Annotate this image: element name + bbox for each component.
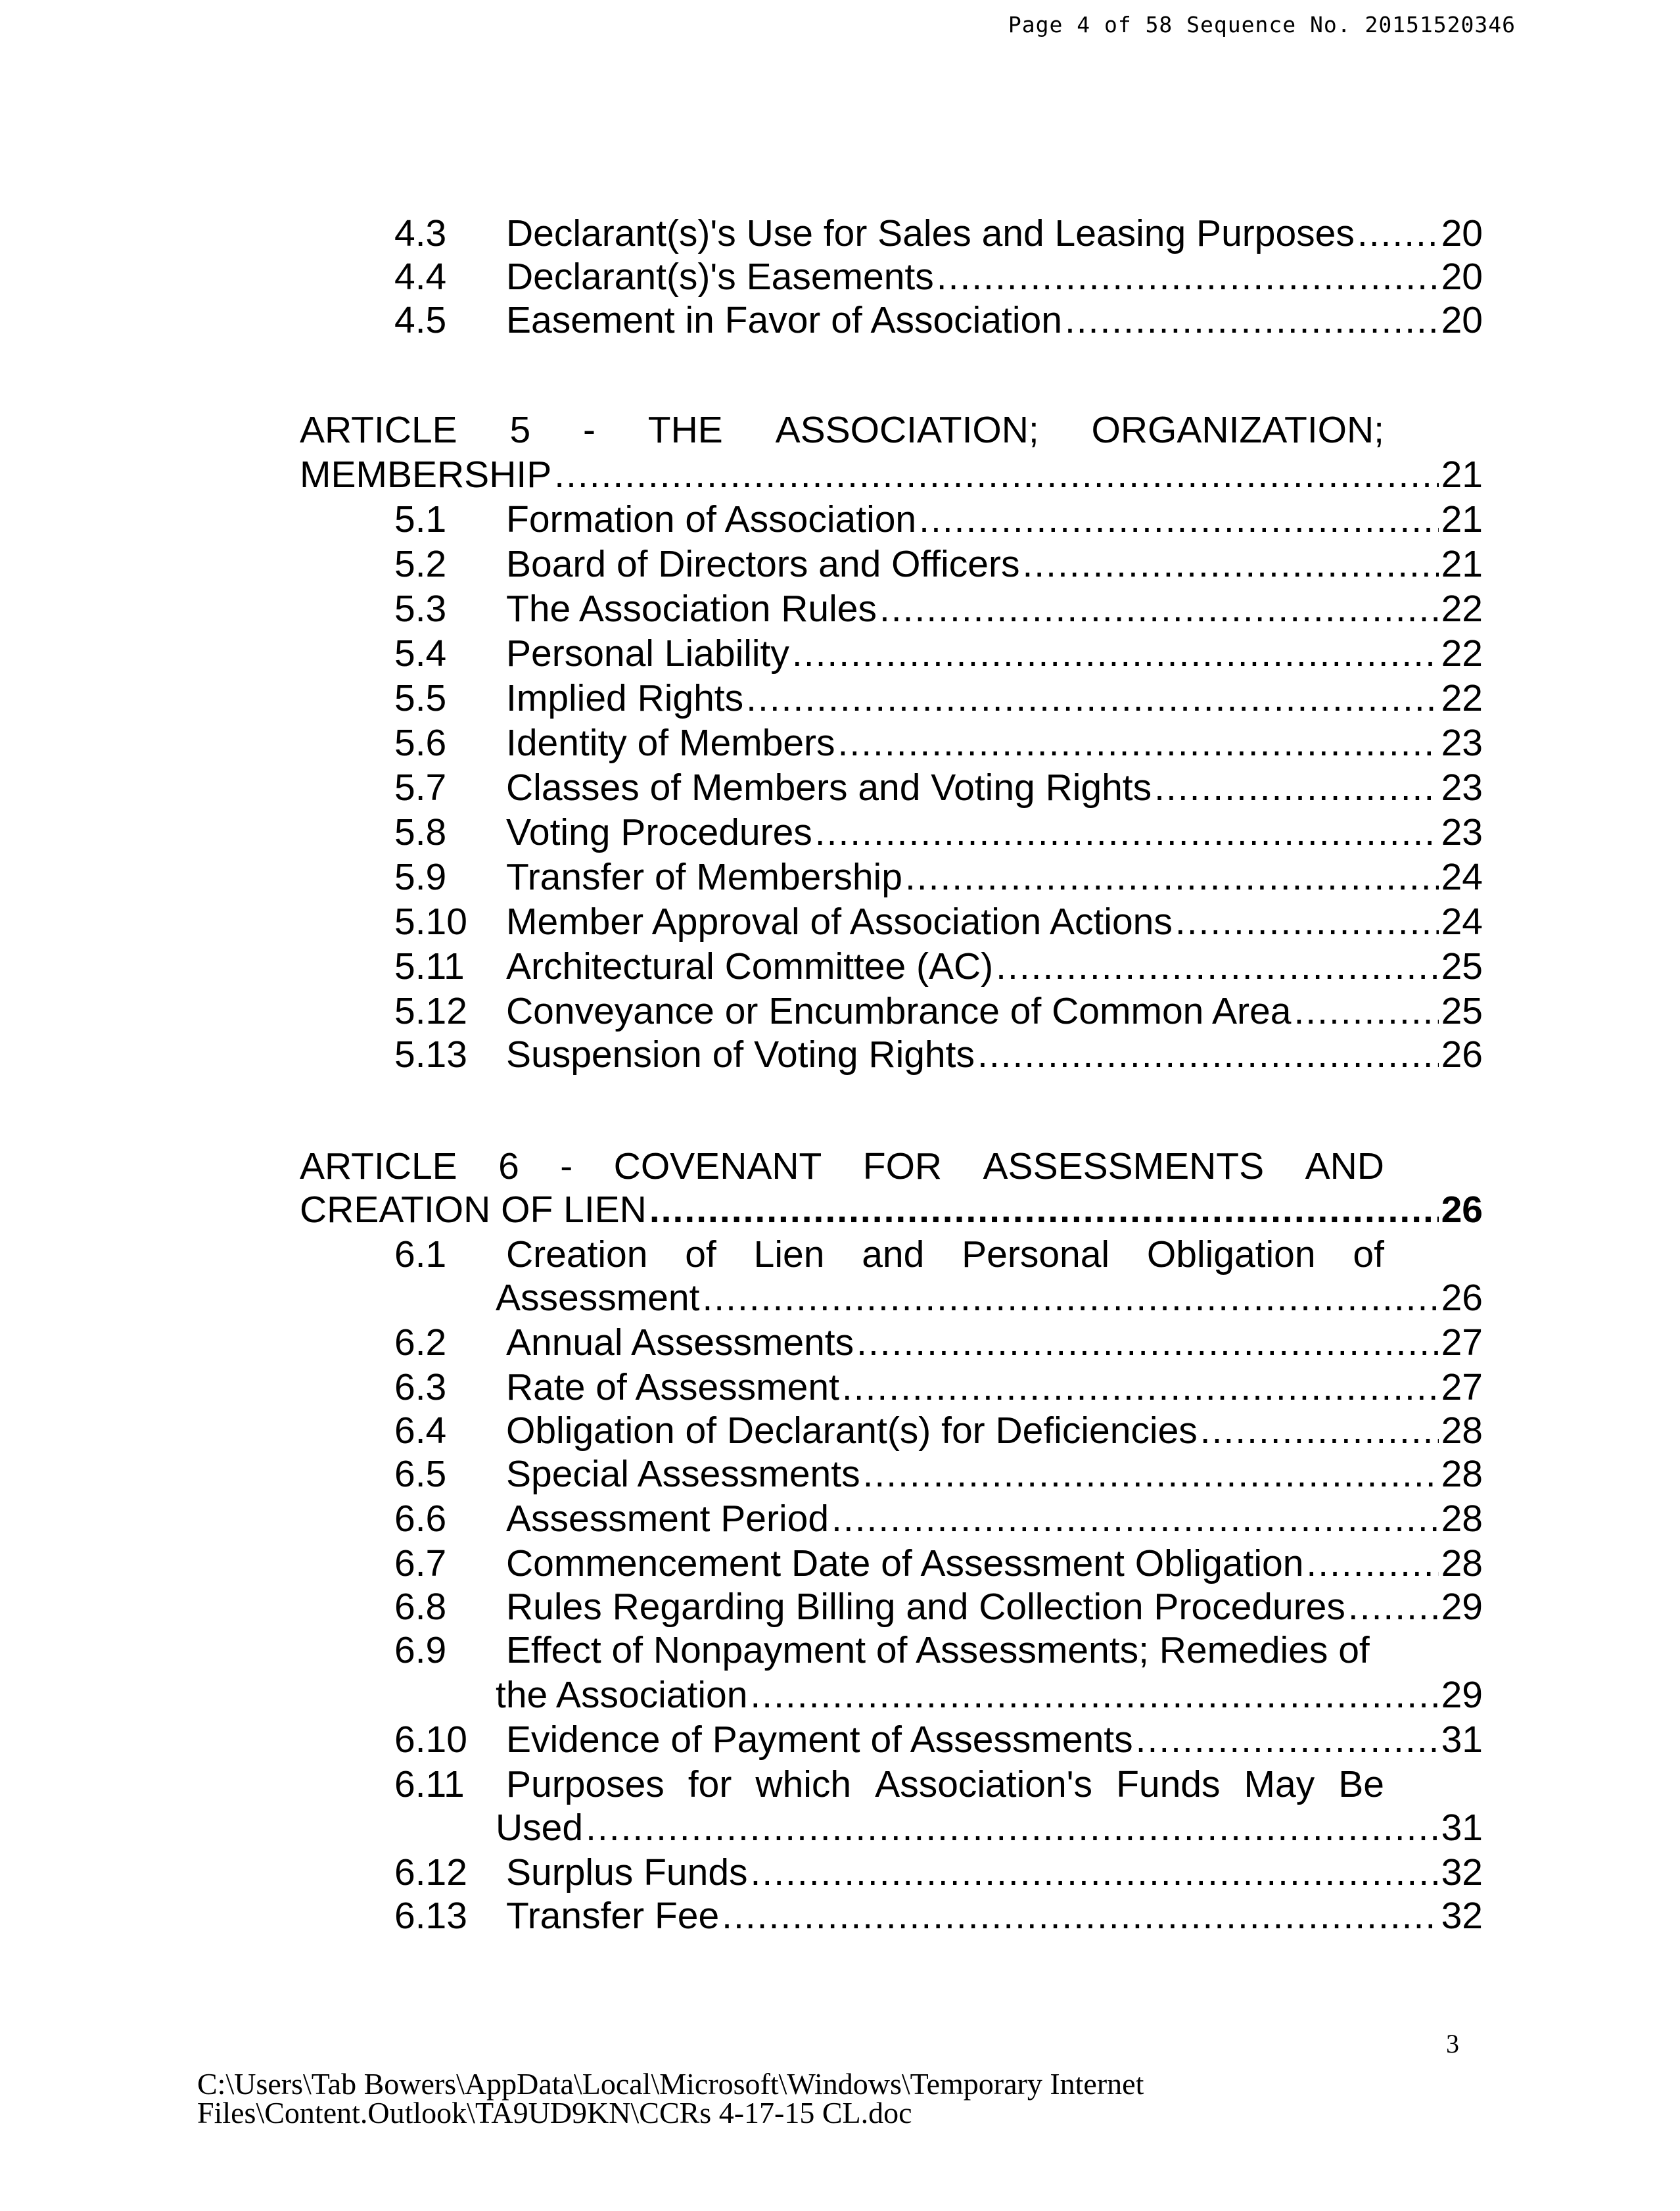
toc-entry-page: 27 xyxy=(1441,1366,1483,1408)
toc-entry-page: 25 xyxy=(1441,945,1483,987)
toc-entry-title xyxy=(506,1233,1384,1275)
toc-entry xyxy=(394,1034,1483,1076)
toc-entry-title: Annual Assessments xyxy=(506,1321,854,1364)
toc-entry-number: 6.9 xyxy=(394,1629,447,1671)
article-6-heading xyxy=(300,1145,1384,1187)
toc-entry-page: 31 xyxy=(1441,1719,1483,1761)
dot-leader xyxy=(1357,212,1439,254)
toc-entry-number: 6.3 xyxy=(394,1366,447,1408)
footer-line: C:\Users\Tab Bowers\AppData\Local\Microsoft\Windows\Temporary Internet xyxy=(197,2067,1144,2101)
toc-entry xyxy=(394,1233,1384,1275)
toc-entry-page: 24 xyxy=(1441,856,1483,898)
dot-leader xyxy=(722,1895,1438,1937)
article-word: COVENANT xyxy=(613,1145,822,1187)
title-word: Association's xyxy=(875,1763,1093,1805)
toc-entry xyxy=(394,212,1483,254)
toc-entry-page: 32 xyxy=(1441,1895,1483,1937)
dot-leader xyxy=(905,856,1439,898)
article-title-continued: CREATION OF LIEN xyxy=(300,1189,647,1231)
toc-entry-number: 5.13 xyxy=(394,1034,467,1076)
article-5-heading-line2 xyxy=(300,454,1483,496)
toc-entry xyxy=(394,299,1483,341)
toc-entry xyxy=(394,1542,1483,1584)
toc-entry-page: 29 xyxy=(1441,1586,1483,1628)
toc-entry xyxy=(394,543,1483,585)
toc-entry xyxy=(394,1629,1384,1671)
toc-entry-title: Surplus Funds xyxy=(506,1851,748,1893)
toc-entry-page: 20 xyxy=(1441,256,1483,298)
article-dash: - xyxy=(560,1145,573,1187)
toc-entry-page: 32 xyxy=(1441,1851,1483,1893)
page-header: Page 4 of 58 Sequence No. 20151520346 xyxy=(1008,12,1516,37)
toc-entry-title: Formation of Association xyxy=(506,498,917,540)
toc-entry-number: 5.5 xyxy=(394,677,447,719)
toc-entry-title: Effect of Nonpayment of Assessments; Remedies of xyxy=(506,1629,1370,1671)
toc-entry xyxy=(394,1763,1384,1805)
toc-entry xyxy=(394,901,1483,943)
footer-line: Files\Content.Outlook\TA9UD9KN\CCRs 4-17-15 CL.doc xyxy=(197,2096,912,2129)
dot-leader xyxy=(996,945,1438,987)
dot-leader xyxy=(750,1674,1438,1716)
dot-leader xyxy=(838,722,1439,764)
toc-entry xyxy=(394,990,1483,1032)
page-number: 3 xyxy=(1446,2029,1459,2058)
toc-entry-title: Evidence of Payment of Assessments xyxy=(506,1719,1133,1761)
title-word: Be xyxy=(1338,1763,1384,1805)
toc-entry xyxy=(394,856,1483,898)
toc-entry-number: 5.8 xyxy=(394,811,447,853)
toc-entry-number: 5.1 xyxy=(394,498,447,540)
toc-entry-title-continued: the Association xyxy=(496,1674,748,1716)
article-5-heading xyxy=(300,409,1384,451)
toc-entry-title: Transfer of Membership xyxy=(506,856,902,898)
article-word: ASSOCIATION; xyxy=(775,409,1039,451)
toc-entry xyxy=(394,1453,1483,1495)
toc-entry-continued xyxy=(496,1807,1483,1849)
dot-leader xyxy=(649,1189,1439,1231)
toc-entry-page: 27 xyxy=(1441,1321,1483,1364)
article-word: THE xyxy=(647,409,723,451)
toc-entry-page: 28 xyxy=(1441,1453,1483,1495)
dot-leader xyxy=(1154,767,1438,809)
dot-leader xyxy=(863,1453,1439,1495)
toc-entry xyxy=(394,1719,1483,1761)
toc-entry-title: Special Assessments xyxy=(506,1453,860,1495)
article-word: ASSESSMENTS xyxy=(983,1145,1265,1187)
toc-entry-number: 5.2 xyxy=(394,543,447,585)
dot-leader xyxy=(1200,1410,1439,1452)
toc-entry-title: Architectural Committee (AC) xyxy=(506,945,994,987)
title-word: May xyxy=(1244,1763,1315,1805)
dot-leader xyxy=(1065,299,1439,341)
toc-entry-number: 6.4 xyxy=(394,1410,447,1452)
toc-entry-title-continued: Used xyxy=(496,1807,584,1849)
toc-entry-page: 22 xyxy=(1441,588,1483,630)
toc-entry-continued xyxy=(496,1674,1483,1716)
toc-entry-page: 22 xyxy=(1441,632,1483,675)
toc-entry-title: Personal Liability xyxy=(506,632,789,675)
toc-entry-title: Rate of Assessment xyxy=(506,1366,839,1408)
title-word: for xyxy=(688,1763,732,1805)
toc-entry-page: 20 xyxy=(1441,212,1483,254)
toc-entry-page: 21 xyxy=(1441,454,1483,496)
toc-entry-title: Identity of Members xyxy=(506,722,835,764)
toc-entry xyxy=(394,1895,1483,1937)
dot-leader xyxy=(554,454,1438,496)
toc-entry-number: 5.4 xyxy=(394,632,447,675)
toc-entry-page: 21 xyxy=(1441,543,1483,585)
toc-entry-number: 4.5 xyxy=(394,299,447,341)
toc-entry-number: 5.11 xyxy=(394,945,465,987)
toc-entry-title: Declarant(s)'s Use for Sales and Leasing Purposes xyxy=(506,212,1355,254)
dot-leader xyxy=(1022,543,1438,585)
toc-entry-title: Transfer Fee xyxy=(506,1895,720,1937)
title-word: which xyxy=(755,1763,852,1805)
dot-leader xyxy=(879,588,1439,630)
toc-entry-title xyxy=(506,1763,1384,1805)
dot-leader xyxy=(751,1851,1439,1893)
article-word: ORGANIZATION; xyxy=(1091,409,1384,451)
toc-entry-page: 23 xyxy=(1441,811,1483,853)
toc-entry-page: 28 xyxy=(1441,1498,1483,1540)
toc-entry-title: Implied Rights xyxy=(506,677,744,719)
toc-entry-page: 21 xyxy=(1441,498,1483,540)
toc-entry-page: 25 xyxy=(1441,990,1483,1032)
toc-entry xyxy=(394,945,1483,987)
toc-entry-title: Member Approval of Association Actions xyxy=(506,901,1173,943)
dot-leader xyxy=(842,1366,1439,1408)
toc-entry-page: 31 xyxy=(1441,1807,1483,1849)
toc-entry-title-continued: Assessment xyxy=(496,1277,700,1319)
title-word: of xyxy=(1353,1233,1384,1275)
toc-entry-continued xyxy=(496,1277,1483,1319)
toc-entry-page: 20 xyxy=(1441,299,1483,341)
article-word: AND xyxy=(1305,1145,1384,1187)
toc-entry xyxy=(394,498,1483,540)
article-number: 6 xyxy=(498,1145,519,1187)
toc-entry-title: Assessment Period xyxy=(506,1498,829,1540)
title-word: Obligation xyxy=(1146,1233,1316,1275)
article-6-heading-line2 xyxy=(300,1189,1483,1231)
toc-entry-number: 6.10 xyxy=(394,1719,467,1761)
dot-leader xyxy=(792,632,1439,675)
toc-entry xyxy=(394,1498,1483,1540)
toc-entry-number: 6.5 xyxy=(394,1453,447,1495)
toc-entry-number: 6.13 xyxy=(394,1895,467,1937)
toc-entry-page: 22 xyxy=(1441,677,1483,719)
toc-entry xyxy=(394,256,1483,298)
toc-entry xyxy=(394,1321,1483,1364)
toc-entry-page: 23 xyxy=(1441,767,1483,809)
title-word: and xyxy=(862,1233,925,1275)
toc-entry-page: 29 xyxy=(1441,1674,1483,1716)
dot-leader xyxy=(937,256,1439,298)
toc-entry-page: 28 xyxy=(1441,1542,1483,1584)
dot-leader xyxy=(702,1277,1438,1319)
toc-entry-number: 5.9 xyxy=(394,856,447,898)
toc-entry xyxy=(394,1410,1483,1452)
dot-leader xyxy=(1136,1719,1439,1761)
toc-entry xyxy=(394,677,1483,719)
toc-entry-title: Easement in Favor of Association xyxy=(506,299,1062,341)
toc-entry-number: 5.6 xyxy=(394,722,447,764)
toc-entry xyxy=(394,588,1483,630)
toc-entry-number: 5.7 xyxy=(394,767,447,809)
article-number: 5 xyxy=(509,409,531,451)
toc-entry-number: 6.2 xyxy=(394,1321,447,1364)
dot-leader xyxy=(746,677,1438,719)
toc-entry-number: 5.12 xyxy=(394,990,467,1032)
toc-entry-title: Obligation of Declarant(s) for Deficiencies xyxy=(506,1410,1198,1452)
toc-entry-number: 6.11 xyxy=(394,1763,465,1805)
title-word: Personal xyxy=(962,1233,1110,1275)
title-word: Lien xyxy=(753,1233,825,1275)
toc-entry-title: The Association Rules xyxy=(506,588,877,630)
dot-leader xyxy=(977,1034,1439,1076)
toc-entry-number: 6.1 xyxy=(394,1233,447,1275)
title-word: Funds xyxy=(1116,1763,1221,1805)
toc-entry xyxy=(394,722,1483,764)
toc-entry-page: 28 xyxy=(1441,1410,1483,1452)
toc-entry-title: Classes of Members and Voting Rights xyxy=(506,767,1152,809)
file-path-footer xyxy=(197,2067,1144,2129)
toc-entry xyxy=(394,767,1483,809)
toc-entry-title: Board of Directors and Officers xyxy=(506,543,1020,585)
dot-leader xyxy=(856,1321,1438,1364)
dot-leader xyxy=(919,498,1438,540)
dot-leader xyxy=(586,1807,1439,1849)
toc-entry xyxy=(394,811,1483,853)
toc-entry-page: 26 xyxy=(1441,1277,1483,1319)
toc-entry-page: 23 xyxy=(1441,722,1483,764)
toc-entry-title: Commencement Date of Assessment Obligation xyxy=(506,1542,1304,1584)
title-word: of xyxy=(685,1233,716,1275)
toc-entry-page: 26 xyxy=(1441,1034,1483,1076)
toc-entry-number: 4.3 xyxy=(394,212,447,254)
toc-entry-page: 24 xyxy=(1441,901,1483,943)
toc-entry-number: 4.4 xyxy=(394,256,447,298)
toc-entry-number: 5.3 xyxy=(394,588,447,630)
title-word: Creation xyxy=(506,1233,648,1275)
toc-entry xyxy=(394,1586,1483,1628)
toc-entry xyxy=(394,632,1483,675)
article-label: ARTICLE xyxy=(300,409,457,451)
toc-entry-title: Declarant(s)'s Easements xyxy=(506,256,934,298)
article-dash: - xyxy=(583,409,595,451)
article-title-continued: MEMBERSHIP xyxy=(300,454,552,496)
toc-entry-number: 6.8 xyxy=(394,1586,447,1628)
dot-leader xyxy=(1175,901,1439,943)
toc-entry-title: Rules Regarding Billing and Collection Procedures xyxy=(506,1586,1345,1628)
article-label: ARTICLE xyxy=(300,1145,457,1187)
toc-entry-number: 6.7 xyxy=(394,1542,447,1584)
dot-leader xyxy=(1306,1542,1438,1584)
dot-leader xyxy=(1294,990,1438,1032)
toc-entry-number: 6.6 xyxy=(394,1498,447,1540)
title-word: Purposes xyxy=(506,1763,665,1805)
dot-leader xyxy=(831,1498,1439,1540)
toc-entry-number: 6.12 xyxy=(394,1851,467,1893)
dot-leader xyxy=(815,811,1439,853)
toc-entry xyxy=(394,1851,1483,1893)
toc-entry-title: Suspension of Voting Rights xyxy=(506,1034,975,1076)
toc-entry xyxy=(394,1366,1483,1408)
toc-entry-page: 26 xyxy=(1441,1189,1483,1231)
dot-leader xyxy=(1348,1586,1439,1628)
toc-entry-title: Conveyance or Encumbrance of Common Area xyxy=(506,990,1292,1032)
article-word: FOR xyxy=(862,1145,943,1187)
toc-entry-title: Voting Procedures xyxy=(506,811,812,853)
toc-entry-number: 5.10 xyxy=(394,901,467,943)
